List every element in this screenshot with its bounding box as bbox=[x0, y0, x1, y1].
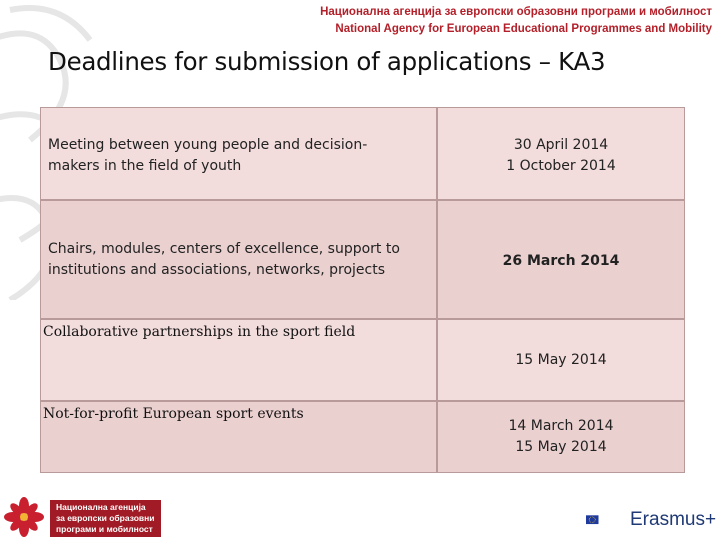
agency-logo-line: Национална агенција bbox=[56, 502, 146, 512]
agency-logo-line: програми и мобилност bbox=[56, 524, 153, 534]
activity-cell: Collaborative partnerships in the sport field bbox=[43, 324, 356, 340]
activity-cell: Not-for-profit European sport events bbox=[43, 406, 304, 422]
page-title: Deadlines for submission of applications – KA3 bbox=[48, 47, 606, 76]
table-row bbox=[41, 320, 436, 400]
deadline-date: 15 May 2014 bbox=[515, 352, 607, 368]
deadline-cell bbox=[438, 108, 684, 199]
deadline-date: 26 March 2014 bbox=[502, 253, 620, 269]
deadline-date: 1 October 2014 bbox=[506, 158, 616, 174]
deadline-cell bbox=[438, 320, 684, 400]
deadline-date: 30 April 2014 bbox=[513, 137, 609, 153]
agency-name-mk: Национална агенција за европски образовни програми и мобилност bbox=[320, 6, 712, 18]
eu-flag-icon bbox=[586, 505, 626, 535]
erasmus-plus-logo: Erasmus+ bbox=[630, 509, 717, 530]
agency-logo-line: за европски образовни bbox=[56, 513, 155, 523]
table-row bbox=[41, 108, 436, 199]
agency-logo-text bbox=[50, 500, 161, 537]
deadline-cell bbox=[438, 201, 684, 318]
agency-header bbox=[320, 4, 712, 38]
table-row bbox=[41, 201, 436, 318]
activity-cell: Chairs, modules, centers of excellence, support to institutions and associations, networks, projects bbox=[48, 241, 400, 278]
agency-flower-logo-icon bbox=[2, 496, 46, 538]
table-row bbox=[41, 402, 436, 472]
activity-cell: Meeting between young people and decision-makers in the field of youth bbox=[48, 137, 368, 174]
deadline-cell bbox=[438, 402, 684, 472]
deadlines-table bbox=[40, 107, 685, 473]
agency-name-en: National Agency for European Educational Programmes and Mobility bbox=[335, 23, 712, 35]
deadline-date: 14 March 2014 bbox=[508, 418, 614, 434]
deadline-date: 15 May 2014 bbox=[515, 439, 607, 455]
